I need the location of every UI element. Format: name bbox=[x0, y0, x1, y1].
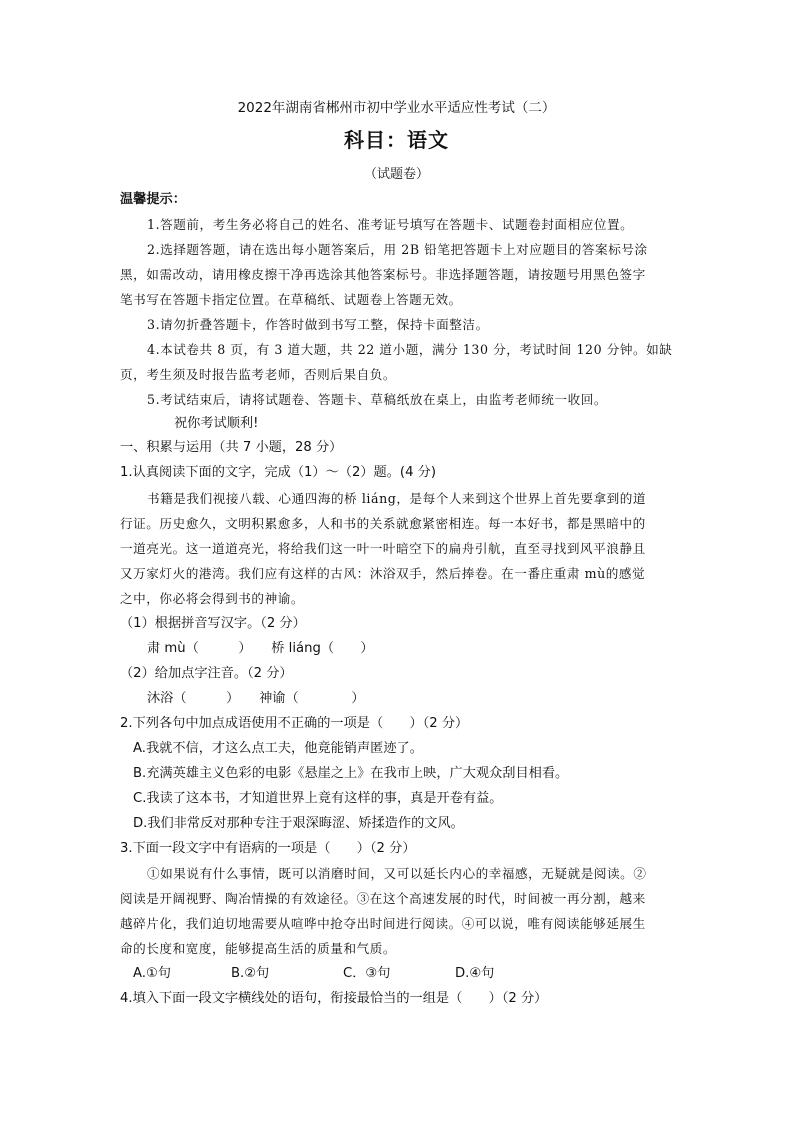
question-2-option: A.我就不信，才这么点工夫，他竟能销声匿迹了。 bbox=[133, 741, 423, 756]
question-2-option: B.充满英雄主义色彩的电影《悬崖之上》在我市上映，广大观众刮目相看。 bbox=[133, 766, 569, 781]
question-3-passage-line: 命的长度和宽度，能够提高生活的质量和气质。 bbox=[120, 941, 397, 956]
tips-line: 1.答题前，考生务必将自己的姓名、准考证号填写在答题卡、试题卷封面相应位置。 bbox=[147, 217, 634, 232]
question-1-sub2-items: 沐浴（ ） 神谕（ ） bbox=[147, 691, 365, 706]
question-2-option: D.我们非常反对那种专注于艰深晦涩、矫揉造作的文风。 bbox=[133, 816, 464, 831]
question-3-passage-line: 越碎片化，我们迫切地需要从喧哗中抢夺出时间进行阅读。④可以说，唯有阅读能够延展生 bbox=[120, 916, 646, 931]
question-1-passage-line: 一道亮光。这一道道亮光，将给我们这一叶一叶暗空下的扁舟引航，直至寻找到风平浪静且 bbox=[120, 541, 646, 556]
tips-heading: 温馨提示： bbox=[120, 192, 186, 207]
question-1-sub2: （2）给加点字注音。（2 分） bbox=[120, 666, 293, 681]
tips-line: 5.考试结束后，请将试题卷、答题卡、草稿纸放在桌上，由监考老师统一收回。 bbox=[147, 392, 608, 407]
question-3-option-a: A.①句 bbox=[133, 966, 171, 981]
question-3-option-b: B.②句 bbox=[231, 966, 270, 981]
question-1-passage-line: 又万家灯火的港湾。我们应有这样的古风：沐浴双手，然后捧卷。在一番庄重肃 mù的感觉 bbox=[120, 566, 646, 581]
tips-line: 2.选择题答题，请在选出每小题答案后，用 2B 铅笔把答题卡上对应题目的答案标号涂 bbox=[147, 242, 648, 257]
tips-line: 页，考生须及时报告监考老师，否则后果自负。 bbox=[120, 367, 397, 382]
question-1-stem: 1.认真阅读下面的文字，完成（1）～（2）题。(4 分) bbox=[120, 465, 436, 480]
section-heading: 一、积累与运用（共 7 小题，28 分） bbox=[120, 440, 343, 455]
exam-title: 2022年湖南省郴州市初中学业水平适应性考试（二） bbox=[237, 100, 556, 116]
question-3-option-c: C．③句 bbox=[343, 966, 391, 981]
subject-title: 科目：语文 bbox=[344, 128, 449, 152]
paper-label: （试题卷） bbox=[363, 167, 429, 182]
tips-line: 3.请勿折叠答题卡，作答时做到书写工整，保持卡面整洁。 bbox=[147, 317, 489, 332]
tips-line: 4.本试卷共 8 页，有 3 道大题，共 22 道小题，满分 130 分，考试时间 120 分钟。如缺 bbox=[147, 342, 673, 357]
question-2-stem: 2.下列各句中加点成语使用不正确的一项是（ ）（2 分） bbox=[120, 716, 469, 731]
tips-line: 笔书写在答题卡指定位置。在草稿纸、试题卷上答题无效。 bbox=[120, 292, 462, 307]
question-1-sub1-items: 肃 mù（ ） 桥 liáng（ ） bbox=[147, 641, 374, 656]
question-3-option-d: D.④句 bbox=[455, 966, 495, 981]
question-3-passage-line: 阅读是开阔视野、陶冶情操的有效途径。③在这个高速发展的时代，时间被一再分割，越来 bbox=[120, 891, 646, 906]
question-1-passage-line: 书籍是我们视接八载、心通四海的桥 liáng，是每个人来到这个世界上首先要拿到的道 bbox=[147, 491, 647, 506]
question-1-passage-line: 之中，你必将会得到书的神谕。 bbox=[120, 591, 305, 606]
question-4-stem: 4.填入下面一段文字横线处的语句，衔接最恰当的一组是（ ）（2 分） bbox=[120, 991, 548, 1006]
tips-wish: 祝你考试顺利! bbox=[174, 416, 259, 431]
question-1-passage-line: 行证。历史愈久，文明积累愈多，人和书的关系就愈紧密相连。每一本好书，都是黑暗中的 bbox=[120, 516, 646, 531]
question-2-option: C.我读了这本书，才知道世界上竟有这样的事，真是开卷有益。 bbox=[133, 791, 503, 806]
tips-line: 黑，如需改动，请用橡皮擦干净再选涂其他答案标号。非选择题答题，请按题号用黑色签字 bbox=[120, 267, 646, 282]
question-3-stem: 3.下面一段文字中有语病的一项是（ ）（2 分） bbox=[120, 841, 416, 856]
question-1-sub1: （1）根据拼音写汉字。（2 分） bbox=[120, 616, 306, 631]
question-3-passage-line: ①如果说有什么事情，既可以消磨时间，又可以延长内心的幸福感，无疑就是阅读。② bbox=[147, 866, 647, 881]
